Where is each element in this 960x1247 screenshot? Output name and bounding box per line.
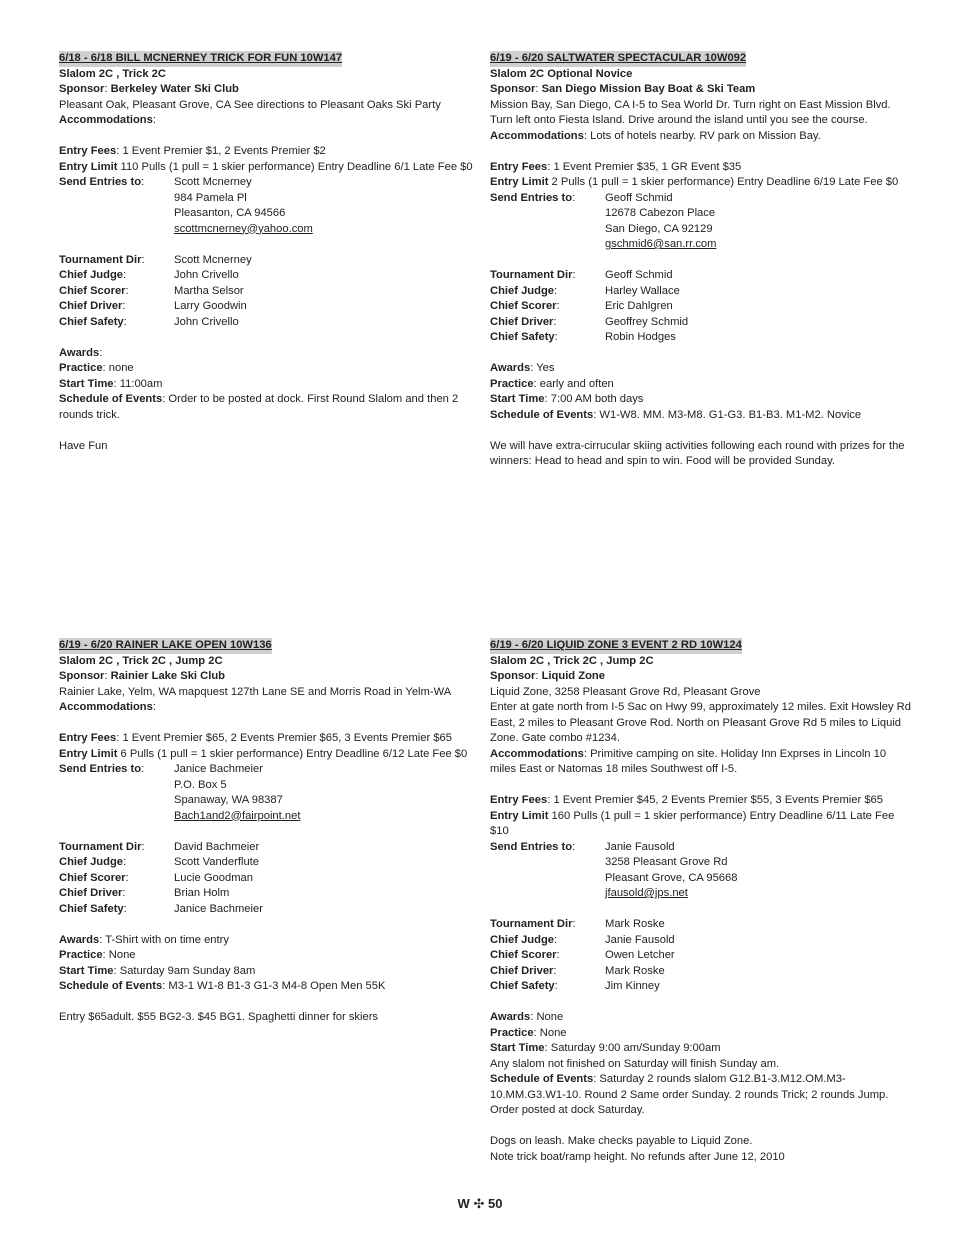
notes: Entry $65adult. $55 BG2-3. $45 BG1. Spaghetti dinner for skiers [59, 1011, 379, 1023]
send-label: Send Entries to [490, 191, 573, 204]
start-value: 11:00am [119, 377, 163, 390]
email-link[interactable]: jfausold@jps.net [605, 887, 688, 899]
tournament-entry-4: 6/19 - 6/20 LIQUID ZONE 3 EVENT 2 RD 10W124 Slalom 2C , Trick 2C , Jump 2C Sponsor: Liquid Zone Liquid Zone, 3258 Pleasant Grove Rd, Pleasant Grove Enter at gate north from I-5 Sac on Hwy 99, approximately 12 miles. Exit Howsley Rd East, 2 miles to Pleasant Grove Rod. North on Pleasant Grove Rd 5 miles to Liquid Zone. Gate combo #1234. Accommodations: Primitive camping on site. Holiday Inn Exprses in Lincoln 10 miles East or Natomas 18 miles Southwest off I-5. Entry Fees: 1 Event Premier $45, 2 Events Premier $55, 3 Events Premier $65 Entry Limit 160 Pulls (1 pull = 1 skier performance) Entry Deadline 6/11 Late Fee $10 Send Entries to: Janie Fausold 3258 Pleasant Grove Rd Pleasant Grove, CA 95668 jfausold@jps.net Tournament Dir: Mark Roske Chief Judge: Janie Fausold Chief Scorer: Owen Letcher Chief Driver: Mark Roske Chief Safety: Jim Kinney Awards: None Practice: None Start Time: Saturday 9:00 am/Sunday 9:00am Any slalom not finished on Saturday will finish Sunday am. Schedule of Events: Saturday 2 rounds slalom G12.B1-3.M12.OM.M3-10.MM.G3.W1-10. Round 2 Same order Sunday. 2 rounds Trick; 2 rounds Jump. Order posted at dock Saturday. Dogs on leash. Make checks payable to Liquid Zone. Note trick boat/ramp height. No refunds after June 12, 2010 [490, 638, 912, 1165]
safety-label: Chief Safety [59, 902, 124, 915]
location: Mission Bay, San Diego, CA I-5 to Sea World Dr. Turn right on East Mission Blvd. Turn left onto Fiesta Island. Drive around the island until you see the course. [490, 98, 891, 126]
fees-value: 1 Event Premier $35, 1 GR Event $35 [553, 160, 742, 173]
awards-value: None [536, 1011, 564, 1023]
practice-value: None [539, 1026, 567, 1039]
accommodations-label: Accommodations [490, 747, 584, 760]
entry-title: 6/19 - 6/20 RAINER LAKE OPEN 10W136 [59, 638, 272, 654]
send-name: Geoff Schmid [605, 191, 673, 204]
page-footer [0, 1196, 960, 1212]
start-label: Start Time [490, 393, 545, 405]
send-address-1: 3258 Pleasant Grove Rd [605, 856, 728, 868]
tournament-entry-1: 6/18 - 6/18 BILL MCNERNEY TRICK FOR FUN 10W147 Slalom 2C , Trick 2C Sponsor: Berkeley Water Ski Club Pleasant Oak, Pleasant Grove, CA See directions to Pleasant Oaks Ski Party Accommodations: Entry Fees: 1 Event Premier $1, 2 Events Premier $2 Entry Limit 110 Pulls (1 pull = 1 skier performance) Entry Deadline 6/1 Late Fee $0 Send Entries to: Scott Mcnerney 984 Pamela Pl Pleasanton, CA 94566 scottmcnerney@yahoo.com Tournament Dir: Scott Mcnerney Chief Judge: John Crivello Chief Scorer: Martha Selsor Chief Driver: Larry Goodwin Chief Safety: John Crivello Awards: Practice: none Start Time: 11:00am Schedule of Events: Order to be posted at dock. First Round Slalom and then 2 rounds trick. Have Fun [59, 51, 481, 454]
schedule-label: Schedule of Events [490, 408, 594, 421]
send-address-1: P.O. Box 5 [174, 778, 227, 791]
schedule-label: Schedule of Events [490, 1073, 594, 1085]
sponsor-label: Sponsor [59, 670, 105, 682]
fees-label: Entry Fees [490, 794, 548, 806]
schedule-label: Schedule of Events [59, 980, 163, 992]
dir-label: Tournament Dir [490, 918, 573, 930]
safety-value: Janice Bachmeier [174, 902, 263, 915]
accommodations-label: Accommodations [490, 129, 584, 142]
entry-events: Slalom 2C , Trick 2C , Jump 2C [59, 654, 223, 667]
location: Pleasant Oak, Pleasant Grove, CA See directions to Pleasant Oaks Ski Party [59, 98, 441, 111]
notes: Dogs on leash. Make checks payable to Liquid Zone. [490, 1135, 753, 1147]
scorer-value: Eric Dahlgren [605, 300, 673, 312]
notes: Have Fun [59, 439, 108, 452]
driver-label: Chief Driver [490, 315, 554, 328]
accommodations-label: Accommodations [59, 114, 153, 126]
fees-value: 1 Event Premier $45, 2 Events Premier $55, 3 Events Premier $65 [553, 794, 884, 806]
schedule-value: Saturday 2 rounds slalom G12.B1-3.M12.OM.M3-10.MM.G3.W1-10. Round 2 Same order Sunday. 2 rounds Trick; 2 rounds Jump. Order posted at dock Saturday. [490, 1073, 889, 1116]
sponsor-name: San Diego Mission Bay Boat & Ski Team [541, 83, 756, 95]
dir-value: David Bachmeier [174, 840, 260, 853]
dir-value: Scott Mcnerney [174, 253, 252, 266]
schedule-value: M3-1 W1-8 B1-3 G1-3 M4-8 Open Men 55K [168, 980, 386, 992]
send-address-2: Pleasanton, CA 94566 [174, 207, 286, 219]
send-label: Send Entries to [490, 840, 573, 853]
email-link[interactable]: Bach1and2@fairpoint.net [174, 809, 301, 822]
driver-label: Chief Driver [59, 887, 123, 899]
safety-value: Robin Hodges [605, 331, 676, 343]
entry-events: Slalom 2C , Trick 2C [59, 67, 166, 80]
directions: Enter at gate north from I-5 Sac on Hwy 99, approximately 12 miles. Exit Howsley Rd East, 2 miles to Pleasant Grove Rod. North on Pleasant Grove Rd 5 miles to Liquid Zone. Gate combo #1234. [490, 701, 911, 744]
send-label: Send Entries to [59, 176, 142, 188]
practice-label: Practice [490, 1026, 534, 1039]
dir-label: Tournament Dir [59, 840, 142, 853]
ornament-icon: ✣ [473, 1196, 485, 1211]
judge-label: Chief Judge [59, 856, 124, 868]
scorer-value: Owen Letcher [605, 949, 675, 961]
schedule-value: W1-W8. MM. M3-M8. G1-G3. B1-B3. M1-M2. Novice [599, 408, 862, 421]
start-label: Start Time [490, 1042, 545, 1054]
scorer-label: Chief Scorer [59, 871, 126, 884]
send-address-2: San Diego, CA 92129 [605, 222, 713, 235]
judge-label: Chief Judge [59, 269, 124, 281]
entry-title: 6/18 - 6/18 BILL MCNERNEY TRICK FOR FUN 10W147 [59, 51, 342, 67]
sponsor-label: Sponsor [59, 83, 105, 95]
dir-label: Tournament Dir [59, 253, 142, 266]
location: Liquid Zone, 3258 Pleasant Grove Rd, Pleasant Grove [490, 685, 761, 698]
entry-title: 6/19 - 6/20 LIQUID ZONE 3 EVENT 2 RD 10W124 [490, 638, 742, 654]
fees-value: 1 Event Premier $1, 2 Events Premier $2 [122, 145, 326, 157]
location: Rainier Lake, Yelm, WA mapquest 127th Lane SE and Morris Road in Yelm-WA [59, 685, 452, 698]
send-address-2: Pleasant Grove, CA 95668 [605, 871, 738, 884]
scorer-value: Martha Selsor [174, 284, 244, 297]
send-address-1: 12678 Cabezon Place [605, 207, 716, 219]
judge-value: Janie Fausold [605, 933, 675, 946]
email-link[interactable]: scottmcnerney@yahoo.com [174, 222, 313, 235]
safety-value: Jim Kinney [605, 980, 660, 992]
driver-label: Chief Driver [59, 300, 123, 312]
safety-label: Chief Safety [490, 980, 555, 992]
practice-value: early and often [539, 377, 614, 390]
send-address-2: Spanaway, WA 98387 [174, 794, 283, 806]
entry-title: 6/19 - 6/20 SALTWATER SPECTACULAR 10W092 [490, 51, 746, 67]
accommodations-value: Primitive camping on site. Holiday Inn Exprses in Lincoln 10 miles East or Natomas 18 miles Southwest off I-5. [490, 747, 887, 775]
send-label: Send Entries to [59, 763, 142, 775]
limit-label: Entry Limit [59, 160, 118, 173]
start-value: Saturday 9am Sunday 8am [119, 964, 256, 977]
tournament-entry-2: 6/19 - 6/20 SALTWATER SPECTACULAR 10W092 Slalom 2C Optional Novice Sponsor: San Diego Mission Bay Boat & Ski Team Mission Bay, San Diego, CA I-5 to Sea World Dr. Turn right on East Mission Blvd. Turn left onto Fiesta Island. Drive around the island until you see the course. Accommodations: Lots of hotels nearby. RV park on Mission Bay. Entry Fees: 1 Event Premier $35, 1 GR Event $35 Entry Limit 2 Pulls (1 pull = 1 skier performance) Entry Deadline 6/19 Late Fee $0 Send Entries to: Geoff Schmid 12678 Cabezon Place San Diego, CA 92129 gschmid6@san.rr.com Tournament Dir: Geoff Schmid Chief Judge: Harley Wallace Chief Scorer: Eric Dahlgren Chief Driver: Geoffrey Schmid Chief Safety: Robin Hodges Awards: Yes Practice: early and often Start Time: 7:00 AM both days Schedule of Events: W1-W8. MM. M3-M8. G1-G3. B1-B3. M1-M2. Novice We will have extra-cirrucular skiing activities following each round with prizes for the winners: Head to head and spin to win. Food will be provided Sunday. [490, 51, 912, 470]
scorer-label: Chief Scorer [490, 300, 557, 312]
start-label: Start Time [59, 377, 114, 390]
limit-value: 110 Pulls (1 pull = 1 skier performance) Entry Deadline 6/1 Late Fee $0 [120, 160, 473, 173]
judge-value: Scott Vanderflute [174, 856, 259, 868]
schedule-value: Order to be posted at dock. First Round Slalom and then 2 rounds trick. [59, 393, 459, 421]
safety-label: Chief Safety [59, 315, 124, 328]
accommodations-label: Accommodations [59, 701, 153, 713]
dir-value: Geoff Schmid [605, 269, 673, 281]
start-value: Saturday 9:00 am/Sunday 9:00am [550, 1042, 721, 1054]
start-label: Start Time [59, 964, 114, 977]
driver-value: Brian Holm [174, 887, 230, 899]
limit-value: 6 Pulls (1 pull = 1 skier performance) Entry Deadline 6/12 Late Fee $0 [120, 747, 468, 760]
send-name: Scott Mcnerney [174, 176, 252, 188]
email-link[interactable]: gschmid6@san.rr.com [605, 238, 717, 250]
practice-label: Practice [490, 377, 534, 390]
dir-value: Mark Roske [605, 918, 665, 930]
awards-label: Awards [59, 346, 100, 359]
entry-events: Slalom 2C Optional Novice [490, 67, 633, 80]
tournament-entry-3: 6/19 - 6/20 RAINER LAKE OPEN 10W136 Slalom 2C , Trick 2C , Jump 2C Sponsor: Rainier Lake Ski Club Rainier Lake, Yelm, WA mapquest 127th Lane SE and Morris Road in Yelm-WA Accommodations: Entry Fees: 1 Event Premier $65, 2 Events Premier $65, 3 Events Premier $65 Entry Limit 6 Pulls (1 pull = 1 skier performance) Entry Deadline 6/12 Late Fee $0 Send Entries to: Janice Bachmeier P.O. Box 5 Spanaway, WA 98387 Bach1and2@fairpoint.net Tournament Dir: David Bachmeier Chief Judge: Scott Vanderflute Chief Scorer: Lucie Goodman Chief Driver: Brian Holm Chief Safety: Janice Bachmeier Awards: T-Shirt with on time entry Practice: None Start Time: Saturday 9am Sunday 8am Schedule of Events: M3-1 W1-8 B1-3 G1-3 M4-8 Open Men 55K Entry $65adult. $55 BG2-3. $45 BG1. Spaghetti dinner for skiers [59, 638, 481, 1026]
send-name: Janice Bachmeier [174, 763, 263, 775]
awards-label: Awards [490, 362, 531, 374]
accommodations-value: Lots of hotels nearby. RV park on Mission Bay. [590, 129, 821, 142]
dir-label: Tournament Dir [490, 269, 573, 281]
fees-label: Entry Fees [490, 160, 548, 173]
practice-label: Practice [59, 362, 103, 374]
practice-value: None [108, 949, 136, 961]
sponsor-name: Liquid Zone [541, 670, 605, 682]
schedule-label: Schedule of Events [59, 393, 163, 405]
practice-label: Practice [59, 949, 103, 961]
sponsor-name: Rainier Lake Ski Club [110, 670, 225, 682]
limit-label: Entry Limit [490, 176, 549, 188]
safety-value: John Crivello [174, 315, 239, 328]
sponsor-name: Berkeley Water Ski Club [110, 83, 239, 95]
entry-events: Slalom 2C , Trick 2C , Jump 2C [490, 654, 654, 667]
limit-value: 160 Pulls (1 pull = 1 skier performance) Entry Deadline 6/11 Late Fee $10 [490, 809, 895, 837]
scorer-label: Chief Scorer [59, 284, 126, 297]
safety-label: Chief Safety [490, 331, 555, 343]
scorer-value: Lucie Goodman [174, 871, 253, 884]
awards-value: T-Shirt with on time entry [105, 933, 229, 946]
awards-label: Awards [59, 933, 100, 946]
judge-label: Chief Judge [490, 284, 555, 297]
notes-2: Note trick boat/ramp height. No refunds after June 12, 2010 [490, 1150, 785, 1163]
scorer-label: Chief Scorer [490, 949, 557, 961]
send-address-1: 984 Pamela Pl [174, 191, 247, 204]
page-number: 50 [487, 1196, 503, 1211]
practice-value: none [108, 362, 134, 374]
judge-label: Chief Judge [490, 933, 555, 946]
driver-value: Larry Goodwin [174, 300, 247, 312]
notes: We will have extra-cirrucular skiing activities following each round with prizes for the winners: Head to head and spin to win. Food will be provided Sunday. [490, 439, 905, 467]
limit-label: Entry Limit [59, 747, 118, 760]
send-name: Janie Fausold [605, 840, 675, 853]
sponsor-label: Sponsor [490, 670, 536, 682]
limit-label: Entry Limit [490, 809, 549, 822]
start-value: 7:00 AM both days [550, 393, 644, 405]
driver-value: Geoffrey Schmid [605, 315, 689, 328]
judge-value: John Crivello [174, 269, 239, 281]
driver-value: Mark Roske [605, 964, 665, 977]
limit-value: 2 Pulls (1 pull = 1 skier performance) Entry Deadline 6/19 Late Fee $0 [551, 176, 899, 188]
awards-label: Awards [490, 1011, 531, 1023]
sponsor-label: Sponsor [490, 83, 536, 95]
start-note: Any slalom not finished on Saturday will finish Sunday am. [490, 1057, 780, 1070]
fees-label: Entry Fees [59, 145, 117, 157]
fees-value: 1 Event Premier $65, 2 Events Premier $65, 3 Events Premier $65 [122, 732, 453, 744]
fees-label: Entry Fees [59, 732, 117, 744]
driver-label: Chief Driver [490, 964, 554, 977]
awards-value: Yes [536, 362, 555, 374]
footer-prefix: W [457, 1196, 470, 1211]
judge-value: Harley Wallace [605, 284, 680, 297]
